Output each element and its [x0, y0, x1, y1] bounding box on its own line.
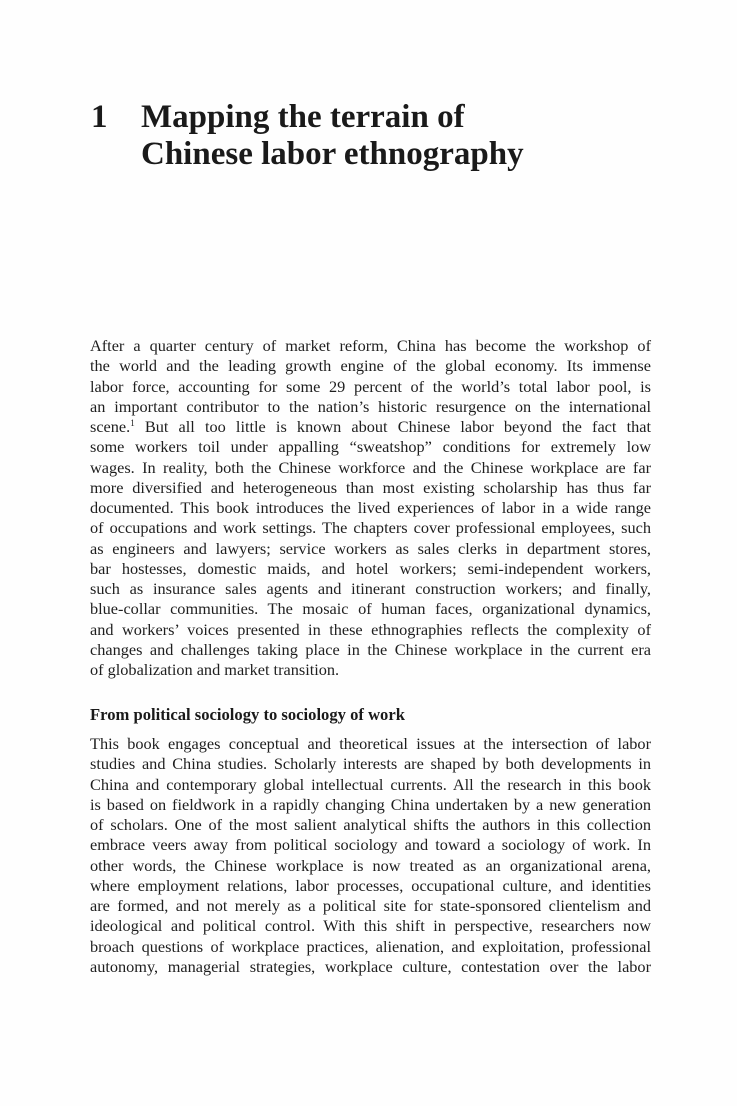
- section-heading: From political sociology to sociology of work: [90, 705, 405, 724]
- text-line: ideological and political control. With this shift in perspective, researchers now: [90, 916, 651, 936]
- footnote-marker[interactable]: 1: [130, 418, 135, 428]
- text-line: blue-collar communities. The mosaic of human faces, organizational dynamics,: [90, 599, 651, 619]
- chapter-title-line: Mapping the terrain of: [141, 99, 465, 135]
- section-paragraph: [90, 734, 651, 977]
- text-line: and workers’ voices presented in these ethnographies reflects the complexity of: [90, 619, 651, 639]
- text-line: some workers toil under appalling “sweatshop” conditions for extremely low: [90, 437, 651, 457]
- text-line: of scholars. One of the most salient analytical shifts the authors in this collection: [90, 815, 651, 834]
- text-fragment: scene.: [90, 417, 131, 436]
- text-line: After a quarter century of market reform, China has become the workshop of: [90, 336, 651, 355]
- text-line: changes and challenges taking place in the Chinese workplace in the current era: [90, 639, 651, 659]
- text-line: are formed, and not merely as a political site for state-sponsored clientelism and: [90, 896, 651, 915]
- text-line: more diversified and heterogeneous than most existing scholarship has thus far: [90, 477, 651, 497]
- text-line: China and contemporary global intellectual currents. All the research in this book: [90, 774, 651, 794]
- text-line: documented. This book introduces the lived experiences of labor in a wide range: [90, 498, 651, 517]
- text-line: autonomy, managerial strategies, workplace culture, contestation over the labor: [90, 956, 651, 976]
- text-line: broach questions of workplace practices, alienation, and exploitation, professional: [90, 936, 651, 956]
- text-line: such as insurance sales agents and itinerant construction workers; and finally,: [90, 579, 651, 598]
- text-line: an important contributor to the nation’s historic resurgence on the international: [90, 396, 651, 416]
- text-line: is based on fieldwork in a rapidly changing China undertaken by a new generation: [90, 794, 651, 814]
- text-line: studies and China studies. Scholarly interests are shaped by both developments in: [90, 754, 651, 774]
- text-fragment: But all too little is known about Chinese labor beyond the fact that: [134, 417, 651, 436]
- text-line-with-footnote: [90, 417, 651, 437]
- text-line: embrace veers away from political sociology and toward a sociology of work. In: [90, 835, 651, 855]
- chapter-number: 1: [91, 99, 108, 135]
- text-line: labor force, accounting for some 29 percent of the world’s total labor pool, is: [90, 376, 651, 396]
- intro-paragraph: [90, 336, 651, 680]
- text-line: the world and the leading growth engine of the global economy. Its immense: [90, 356, 651, 376]
- text-line: of globalization and market transition.: [90, 660, 340, 679]
- text-line: where employment relations, labor processes, occupational culture, and identities: [90, 875, 651, 895]
- text-line: as engineers and lawyers; service workers as sales clerks in department stores,: [90, 538, 651, 558]
- text-line: wages. In reality, both the Chinese workforce and the Chinese workplace are far: [90, 457, 651, 477]
- chapter-title-line: Chinese labor ethnography: [141, 136, 524, 172]
- text-line: of occupations and work settings. The chapters cover professional employees, such: [90, 518, 651, 538]
- chapter-title: [141, 99, 661, 173]
- text-line: bar hostesses, domestic maids, and hotel workers; semi-independent workers,: [90, 558, 651, 578]
- text-line: other words, the Chinese workplace is now treated as an organizational arena,: [90, 855, 651, 875]
- text-line: This book engages conceptual and theoretical issues at the intersection of labor: [90, 734, 651, 753]
